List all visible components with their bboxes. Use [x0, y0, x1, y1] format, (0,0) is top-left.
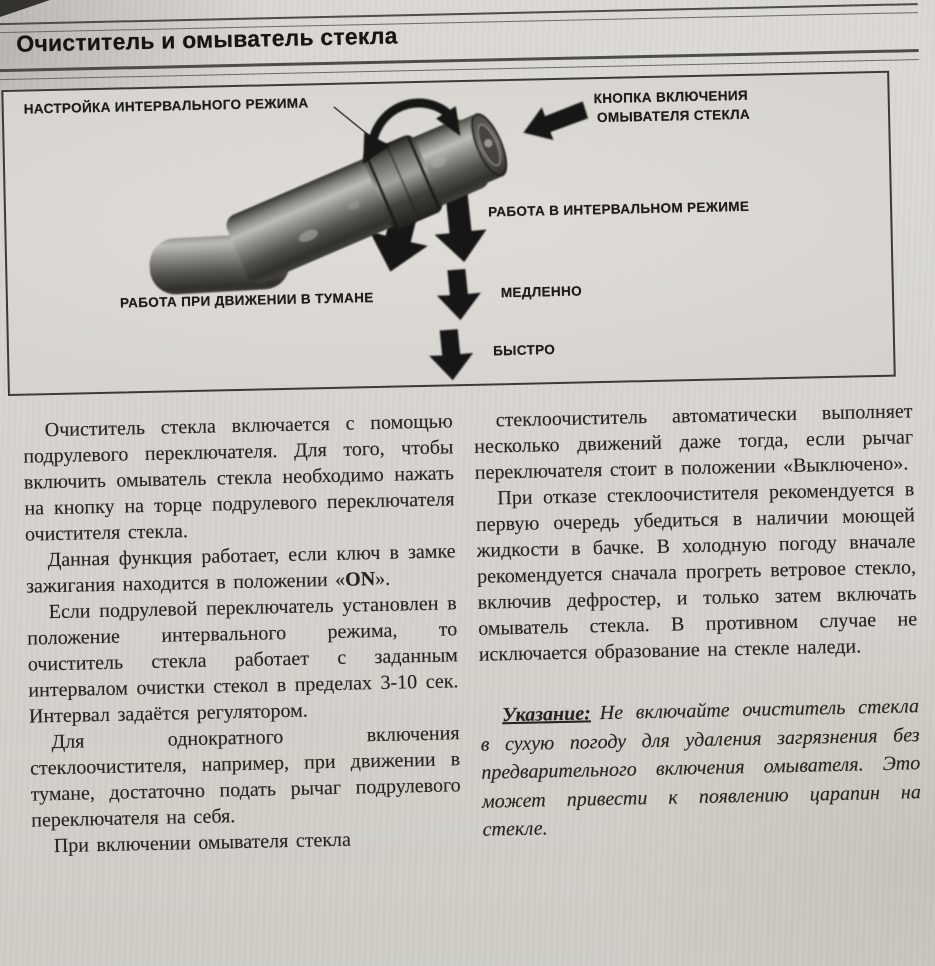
ignition-position-on: ON: [344, 568, 376, 591]
fast-speed-arrow: [429, 329, 474, 381]
paragraph-ignition-key: [25, 538, 456, 599]
paragraph-washer-start: При включении омывателя стекла: [53, 828, 352, 858]
paragraph-ignition-key-end: ».: [374, 567, 391, 591]
paragraph-wiper-switch: Очиститель стекла включается с помощью подрулевого переключателя. Для того, чтобы включить омыватель стекла необходимо нажать на кнопку на торце подрулевого переключателя очистителя стекла.: [23, 410, 455, 546]
figure-box: [1, 71, 895, 396]
label-washer-button-line2: ОМЫВАТЕЛЯ СТЕКЛА: [596, 106, 751, 126]
right-column: [473, 398, 921, 849]
label-fast: БЫСТРО: [492, 342, 556, 359]
note-label: Указание:: [501, 702, 591, 727]
paragraph-troubleshooting: При отказе стеклоочистителя рекомендуется в первую очередь убедиться в наличии моющей жидкости в бачке. В холодную погоду вначале рекомендуется сначала прогреть ветровое стекло, включив дефростер, и только затем включать омыватель стекла. В противном случае не исключается образование на стекле наледи.: [475, 478, 918, 666]
wiper-stalk-diagram: [3, 73, 893, 394]
slow-speed-arrow: [436, 269, 481, 321]
page-title: Очиститель и омыватель стекла: [16, 22, 398, 57]
paragraph-single-wipe: Для однократного включения стеклоочистителя, например, при движении в тумане, достаточно подать рычаг подрулевого переключателя на себя.: [29, 722, 461, 832]
paragraph-interval-mode: Если подрулевой переключатель установлен в положение интервального режима, то очиститель стекла работает с заданным интервалом очистки стекол в пределах 3-10 сек. Интервал задаётся регулятором.: [27, 592, 459, 728]
label-washer-button-line1: КНОПКА ВКЛЮЧЕНИЯ: [593, 87, 749, 107]
paragraph-ignition-key-text: Данная функция работает, если ключ в замке зажигания находится в положении «: [25, 540, 456, 598]
label-fog-mode: РАБОТА ПРИ ДВИЖЕНИИ В ТУМАНЕ: [119, 290, 374, 311]
note-text: Не включайте очиститель стекла в сухую погоду для удаления загрязнения без предварительного включения омывателя. Это может привести к появлению царапин на стекле.: [480, 695, 922, 841]
washer-button-arrow: [523, 101, 589, 140]
note-paragraph: [480, 692, 922, 844]
label-interval-mode: РАБОТА В ИНТЕРВАЛЬНОМ РЕЖИМЕ: [487, 198, 750, 220]
label-interval-setting: НАСТРОЙКА ИНТЕРВАЛЬНОГО РЕЖИМА: [23, 95, 309, 117]
article-body: [22, 398, 921, 859]
label-slow: МЕДЛЕННО: [500, 283, 583, 301]
paragraph-washer-continues: стеклоочиститель автоматически выполняет несколько движений даже тогда, если рычаг переключателя стоит в положении «Выключено».: [474, 400, 914, 484]
left-column: [22, 408, 462, 859]
